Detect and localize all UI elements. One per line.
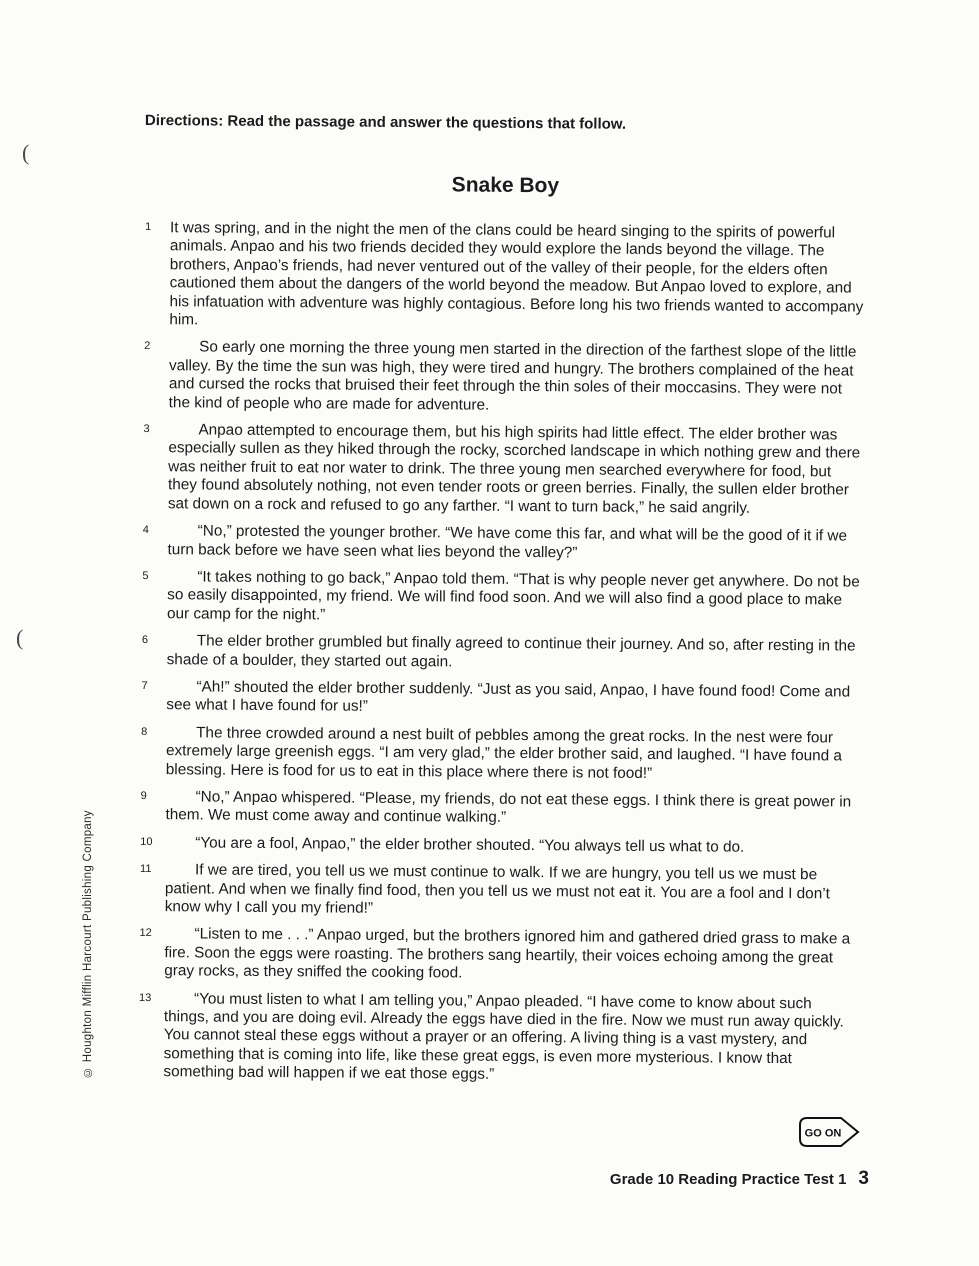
paragraph-number: 3 xyxy=(143,423,150,436)
paragraph xyxy=(141,568,863,629)
copyright-sidebar: © Houghton Mifflin Harcourt Publishing Company xyxy=(82,810,94,1078)
paragraph-number: 7 xyxy=(141,679,148,692)
paragraph-text: “No,” protested the younger brother. “We have come this far, and what will be the good of it if we turn back before we have seen what lies beyond the valley?” xyxy=(167,522,848,561)
paragraph-number: 2 xyxy=(144,340,151,353)
go-on-arrow-icon xyxy=(796,1114,862,1152)
passage-paragraphs xyxy=(137,219,866,1087)
directions-text: Directions: Read the passage and answer the questions that follow. xyxy=(144,112,627,133)
paragraph-text: “You must listen to what I am telling you,” Anpao pleaded. “I have come to know about such things, and you are doing evil. Already the eggs have died in the fire. Now we must run away quickly. You cannot steal these eggs without a prayer or an offering. A living thing is a vast mystery, and something that is coming into life, like these great eggs, is even more mysterious. I know that something bad will happen if we eat those eggs.” xyxy=(163,990,844,1084)
paragraph xyxy=(141,522,863,564)
paragraph-text: So early one morning the three young men started in the direction of the farthest slope of the little valley. By the time the sun was high, they were tired and hungry. The brothers complained of the heat and cursed the rocks that bruised their feet through the thin soles of their moccasins. They were not the kind of people who are made for adventure. xyxy=(168,338,857,414)
paragraph-number: 12 xyxy=(139,927,152,940)
footer-caption xyxy=(610,1168,869,1190)
paragraph xyxy=(137,990,860,1088)
paragraph xyxy=(140,678,862,720)
paragraph xyxy=(141,632,863,674)
paragraph xyxy=(143,219,866,335)
paragraph-text: “Listen to me . . .” Anpao urged, but the brothers ignored him and gathered dried grass to make a fire. Soon the eggs were roasting. The brothers sang heartily, their voices echoing among the great gray rocks, as they sniffed the cooking food. xyxy=(164,925,851,982)
paragraph-number: 10 xyxy=(140,835,153,848)
paragraph-number: 13 xyxy=(138,991,152,1004)
paragraph-text: “No,” Anpao whispered. “Please, my friends, do not eat these eggs. I think there is great power in them. We must come away and continue walking.” xyxy=(165,788,852,827)
paragraph-number: 6 xyxy=(141,634,149,647)
passage-title: Snake Boy xyxy=(451,173,560,198)
paragraph-text: If we are tired, you tell us we must continue to walk. If we are hungry, you tell us we must be patient. And when we finally find food, then you tell us we must not eat it. You are a fool and I don’t know why I call you my friend!” xyxy=(164,861,830,917)
page-number: 3 xyxy=(858,1168,869,1189)
paragraph xyxy=(139,834,861,858)
paragraph xyxy=(140,724,862,785)
paragraph-text: It was spring, and in the night the men of the clans could be heard singing to the spirits of powerful animals. Anpao and his two friends decided they would explore the lands beyond the village. The brothers, Anpao’s friends, had never ventured out of the valley of their people, for the elders often cautioned them about the dangers of the world beyond the meadow. But Anpao loved to explore, and his infatuation with adventure was highly contagious. Before long his two friends wanted to accompany him. xyxy=(169,219,864,329)
paragraph xyxy=(138,925,860,986)
paragraph xyxy=(139,788,861,830)
paragraph xyxy=(139,861,861,922)
paragraph-number: 8 xyxy=(141,725,148,738)
go-on-badge xyxy=(796,1114,862,1152)
paragraph xyxy=(142,421,865,519)
scan-artifact-parenthesis: ( xyxy=(16,625,24,650)
paragraph-text: “You are a fool, Anpao,” the elder brother shouted. “You always tell us what to do. xyxy=(195,834,745,856)
paragraph-number: 9 xyxy=(140,789,147,803)
paragraph-text: “Ah!” shouted the elder brother suddenly. “Just as you said, Anpao, I have found food! Come and see what I have found for us!” xyxy=(166,678,851,716)
paragraph-text: The three crowded around a nest built of pebbles among the great rocks. In the nest were four extremely large greenish eggs. “I am very glad,” the elder brother said, and laughed. “I have found a blessing. Here is food for us to eat in this place where there is not food!” xyxy=(165,724,843,782)
paragraph-text: “It takes nothing to go back,” Anpao told them. “That is why people never get anywhere. Do not be so easily disappointed, my friend. We will find food soon. And we will also find a good place to make our camp for the night.” xyxy=(166,568,860,624)
paragraph-text: Anpao attempted to encourage them, but his high spirits had little effect. The elder brother was especially sullen as they hiked through the rocky, scorched landscape in which nothing grew and there was neither fruit to eat nor water to drink. The three young men searched everywhere for food, but they found absolutely nothing, not even tender roots or green berries. Finally, the sullen elder brother sat down on a rock and refused to go any farther. “I want to turn back,” he said angrily. xyxy=(167,421,861,517)
go-on-label: GO ON xyxy=(804,1127,842,1140)
paragraph-text: The elder brother grumbled but finally agreed to continue their journey. And so, after resting in the shade of a boulder, they started out again. xyxy=(166,632,856,670)
paragraph-number: 1 xyxy=(145,221,152,234)
paragraph-number: 11 xyxy=(140,863,152,876)
footer-test-title: Grade 10 Reading Practice Test 1 xyxy=(609,1171,847,1188)
paragraph-number: 4 xyxy=(142,524,149,537)
paragraph-number: 5 xyxy=(142,569,149,582)
paragraph xyxy=(143,338,866,417)
scan-artifact-parenthesis: ( xyxy=(22,140,30,165)
passage-content xyxy=(137,112,867,1096)
